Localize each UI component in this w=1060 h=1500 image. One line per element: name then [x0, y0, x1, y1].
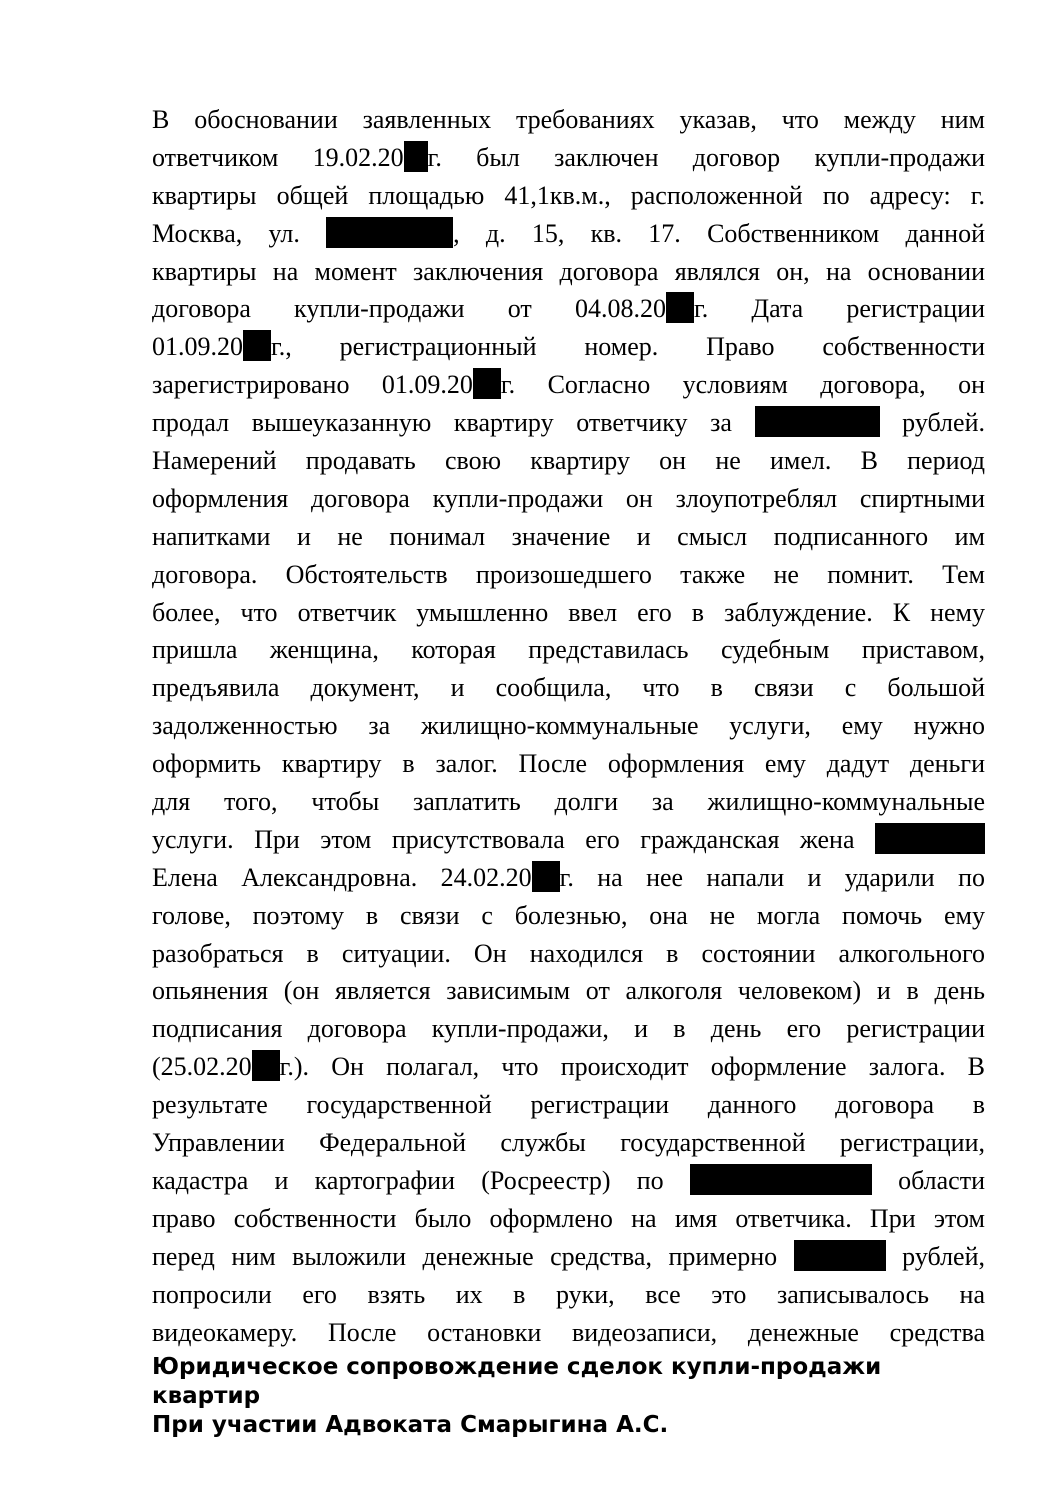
text-line: договора купли-продажи от 04.08.20 г. Дата регистрации [152, 294, 985, 324]
text-line: оформления договора купли-продажи он злоупотреблял спиртными [152, 483, 985, 513]
text-line: предъявила документ, и сообщила, что в связи с большой [152, 673, 985, 703]
text-line: разобраться в ситуации. Он находился в состоянии алкогольного [152, 938, 985, 968]
text-line: В обосновании заявленных требованиях указав, что между ним [152, 105, 985, 134]
text-line: Управлении Федеральной службы государственной регистрации, [152, 1128, 985, 1158]
text-line: 01.09.20 г., регистрационный номер. Право собственности [152, 332, 985, 362]
text-line: (25.02.20 г.). Он полагал, что происходит оформление залога. В [152, 1052, 985, 1082]
redaction-block [532, 861, 560, 892]
text-line: Намерений продавать свою квартиру он не имел. В период [152, 446, 985, 476]
text-line: подписания договора купли-продажи, и в день его регистрации [152, 1014, 985, 1044]
text-line: видеокамеру. После остановки видеозаписи, денежные средства [152, 1317, 985, 1347]
redaction-block [755, 406, 880, 437]
text-line: ответчиком 19.02.20 г. был заключен договор купли-продажи [152, 142, 985, 172]
text-line: опьянения (он является зависимым от алкоголя человеком) и в день [152, 976, 985, 1006]
redaction-block [666, 292, 694, 323]
redaction-block [243, 330, 271, 361]
redaction-block [252, 1050, 280, 1081]
text-line: задолженностью за жилищно-коммунальные услуги, ему нужно [152, 711, 985, 741]
text-line: попросили его взять их в руки, все это записывалось на [152, 1279, 985, 1309]
footer-line: квартир [152, 1383, 261, 1409]
text-line: квартиры общей площадью 41,1кв.м., расположенной по адресу: г. [152, 180, 985, 210]
redaction-block [326, 217, 453, 248]
text-line: оформить квартиру в залог. После оформления ему дадут деньги [152, 749, 985, 779]
redaction-block [794, 1240, 886, 1271]
text-line: услуги. При этом присутствовала его гражданская жена [152, 821, 985, 859]
footer-line: Юридическое сопровождение сделок купли-продажи [152, 1354, 882, 1380]
text-line: кадастра и картографии (Росреестр) по области [152, 1165, 985, 1195]
text-line: продал вышеуказанную квартиру ответчику за рублей. [152, 408, 985, 438]
text-line: перед ним выложили денежные средства, примерно рублей, [152, 1241, 986, 1271]
text-line: зарегистрировано 01.09.20 г. Согласно условиям договора, он [152, 370, 985, 400]
text-line: для того, чтобы заплатить долги за жилищно-коммунальные [152, 787, 985, 817]
body-text [152, 101, 985, 1351]
text-line: пришла женщина, которая представилась судебным приставом, [152, 635, 985, 665]
redaction-block [473, 368, 501, 399]
text-line: более, что ответчик умышленно ввел его в заблуждение. К нему [152, 597, 985, 627]
footer-line: При участии Адвоката Смарыгина А.С. [152, 1412, 669, 1438]
text-line: Москва, ул. , д. 15, кв. 17. Собственником данной [152, 218, 985, 248]
text-line: договора. Обстоятельств произошедшего также не помнит. Тем [152, 559, 985, 589]
text-line: право собственности было оформлено на имя ответчика. При этом [152, 1203, 985, 1233]
text-line: квартиры на момент заключения договора являлся он, на основании [152, 256, 985, 286]
text-line: Елена Александровна. 24.02.20 г. на нее напали и ударили по [152, 862, 985, 892]
footer-caption [152, 1353, 985, 1440]
redaction-block [875, 823, 985, 854]
redaction-block [404, 141, 428, 172]
text-line: напитками и не понимал значение и смысл подписанного им [152, 521, 985, 551]
text-line: результате государственной регистрации данного договора в [152, 1090, 985, 1120]
text-line: голове, поэтому в связи с болезнью, она не могла помочь ему [152, 900, 985, 930]
redaction-block [690, 1164, 872, 1195]
